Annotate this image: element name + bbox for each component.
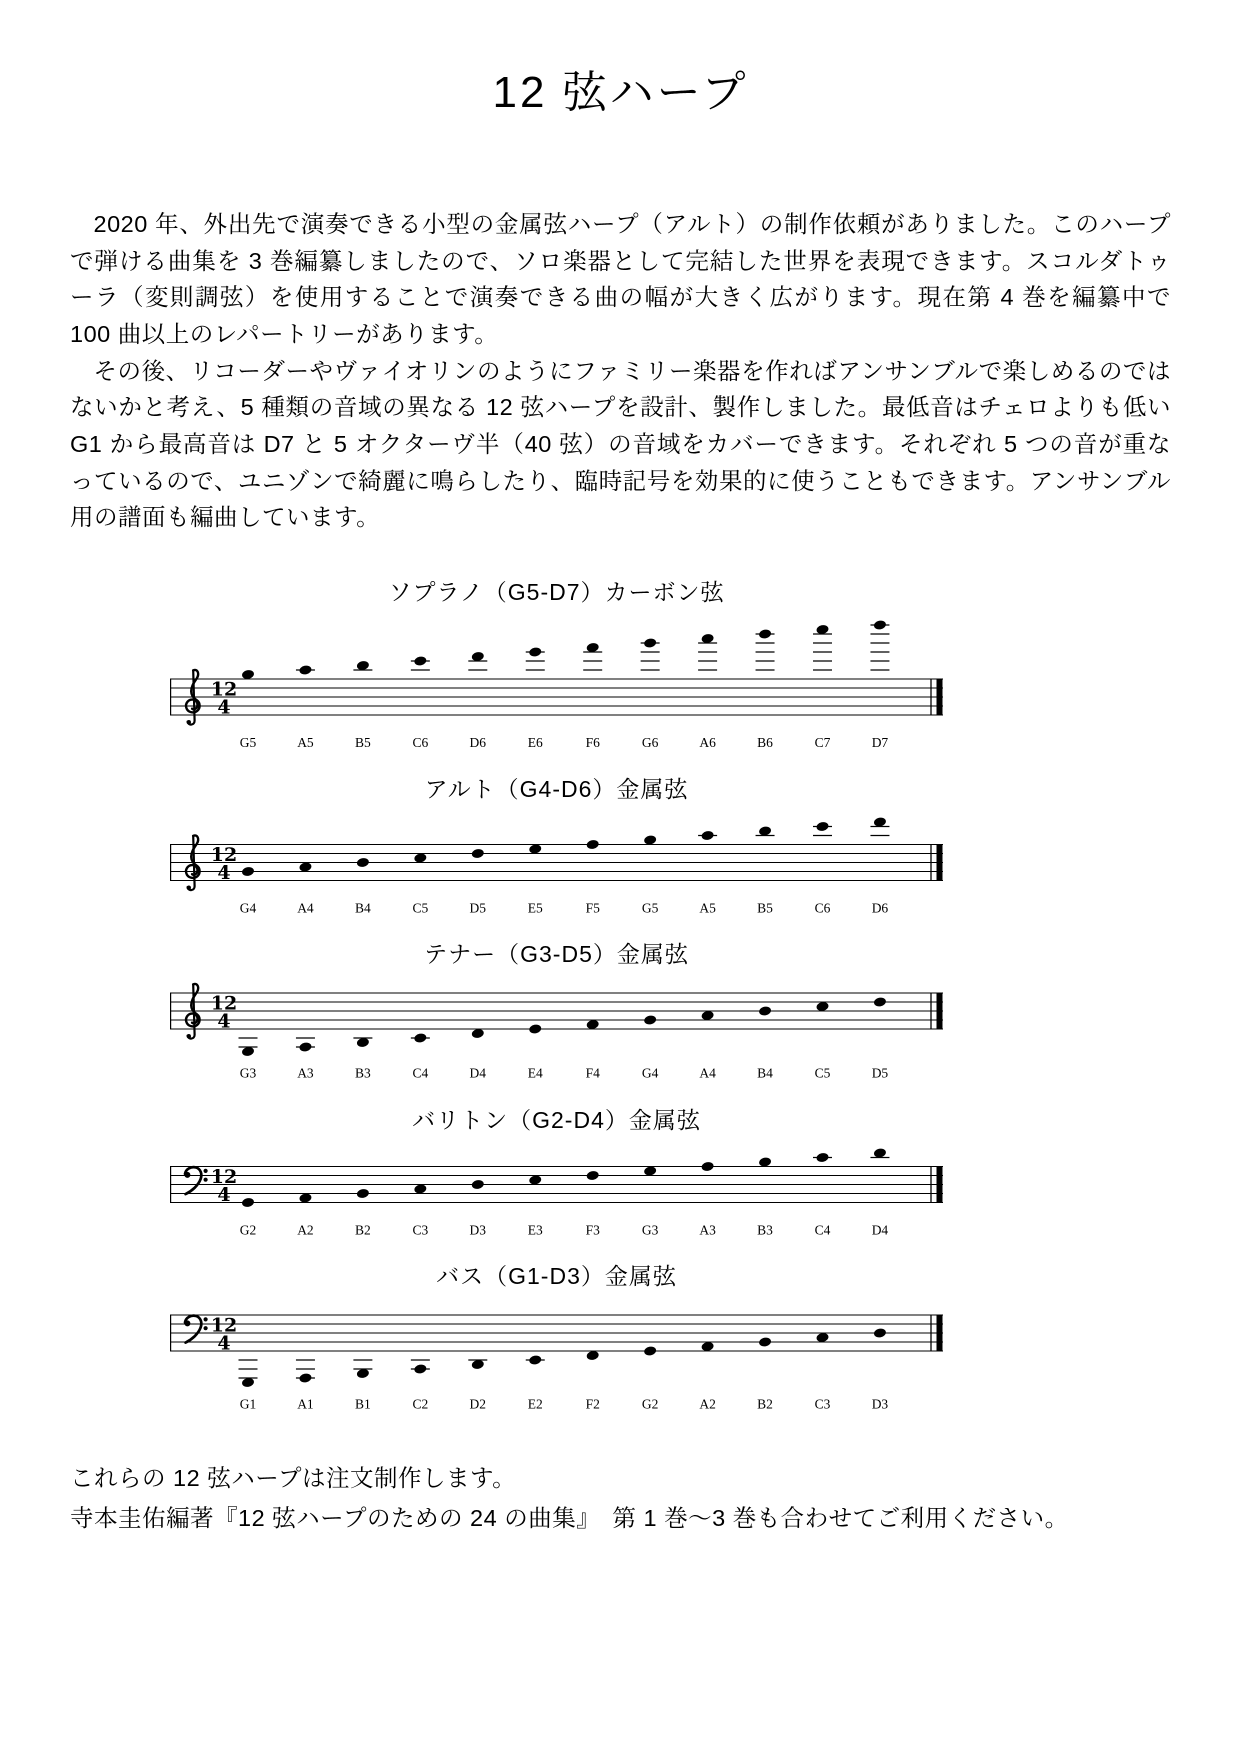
note-label: G2 (641, 1396, 659, 1412)
note-head (414, 1033, 428, 1044)
note-head (758, 628, 772, 639)
note-label: A4 (297, 900, 314, 916)
staff-title-alto: アルト（G4-D6）金属弦 (424, 775, 689, 802)
note-head (471, 848, 485, 859)
staff-title-tenor: テナー（G3-D5）金属弦 (424, 941, 689, 968)
staff-notation (170, 1143, 943, 1243)
note-label: C3 (814, 1396, 831, 1412)
note-head (356, 1188, 370, 1199)
note-label: B4 (355, 900, 371, 916)
footer-block (70, 1459, 1171, 1539)
note-label: D5 (469, 900, 487, 916)
note-head (758, 1156, 772, 1167)
time-signature (211, 993, 237, 1033)
note-label: C4 (814, 1222, 831, 1238)
note-head (299, 861, 313, 872)
note-head (471, 1028, 485, 1039)
note-label: B1 (355, 1396, 371, 1412)
staff-notation (170, 812, 943, 921)
time-signature-bottom: 4 (217, 861, 231, 884)
note-label: A3 (699, 1222, 716, 1238)
staff-section-soprano (70, 574, 1171, 755)
note-head (701, 1161, 715, 1172)
note-label: E4 (527, 1065, 543, 1081)
note-head (299, 1042, 313, 1053)
staff-section-baritone (70, 1102, 1171, 1243)
note-head (586, 1019, 600, 1030)
note-head (414, 1183, 428, 1194)
footer-book-note: 寺本圭佑編著『12 弦ハープのための 24 の曲集』 第 1 巻～3 巻も合わせてご利用ください。 (70, 1504, 1069, 1531)
note-head (356, 1037, 370, 1048)
note-head (241, 669, 255, 680)
note-head (873, 619, 887, 630)
note-label: F3 (585, 1222, 600, 1238)
staff-notation (170, 615, 943, 755)
note-head (356, 857, 370, 868)
page-title: 12 弦ハープ (492, 68, 749, 117)
note-head (299, 664, 313, 675)
staff-lines (170, 1166, 943, 1202)
note-head (873, 997, 887, 1008)
note-label: C7 (814, 734, 831, 750)
time-signature (211, 678, 237, 718)
note-label: G3 (641, 1222, 659, 1238)
note-label: A5 (297, 734, 314, 750)
note-label: E2 (527, 1396, 543, 1412)
staff-section-list (70, 574, 1171, 1417)
note-label: C5 (412, 900, 429, 916)
note-label: F4 (585, 1065, 600, 1081)
note-head (816, 624, 830, 635)
note-label: D4 (871, 1222, 889, 1238)
note-label: A4 (699, 1065, 716, 1081)
staff-section-bass (70, 1258, 1171, 1417)
note-head (701, 1341, 715, 1352)
note-head (241, 1377, 255, 1388)
note-label: E3 (527, 1222, 543, 1238)
note-label: E6 (527, 734, 543, 750)
staff-lines (170, 844, 943, 880)
note-label: B2 (355, 1222, 371, 1238)
note-head (299, 1192, 313, 1203)
note-label: C6 (814, 900, 831, 916)
note-label: F2 (585, 1396, 600, 1412)
note-head (471, 1359, 485, 1370)
note-label: G6 (641, 734, 659, 750)
note-label: B5 (355, 734, 371, 750)
note-label: C6 (412, 734, 429, 750)
note-head (816, 821, 830, 832)
note-head (873, 1147, 887, 1158)
staff-title-bass: バス（G1-D3）金属弦 (436, 1263, 677, 1290)
note-label: B2 (757, 1396, 773, 1412)
staff-lines (170, 679, 943, 715)
staff-title-baritone: バリトン（G2-D4）金属弦 (412, 1106, 701, 1133)
note-label: G3 (239, 1065, 257, 1081)
note-label: A1 (297, 1396, 314, 1412)
note-head (241, 1197, 255, 1208)
note-head (471, 1179, 485, 1190)
note-label: D3 (469, 1222, 487, 1238)
intro-paragraph-2: その後、リコーダーやヴァイオリンのようにファミリー楽器を作ればアンサンブルで楽しめるのではないかと考え、5 種類の音域の異なる 12 弦ハープを設計、製作しました。最低音はチェロよりも低い G1 から最高音は D7 と 5 オクターヴ半（40 弦）の音域をカバーできます。それぞれ 5 つの音が重なっているので、ユニゾンで綺麗に鳴らしたり、臨時記号を効果的に使うこともできます。アンサンブル用の譜面も編曲しています。 (70, 357, 1171, 531)
note-head (414, 1364, 428, 1375)
note-head (528, 1024, 542, 1035)
note-head (758, 825, 772, 836)
note-label: B3 (757, 1222, 773, 1238)
footer-order-note: これらの 12 弦ハープは注文制作します。 (70, 1464, 517, 1491)
note-label: A6 (699, 734, 716, 750)
note-label: B5 (757, 900, 773, 916)
note-head (758, 1006, 772, 1017)
note-head (816, 1152, 830, 1163)
note-label: D2 (469, 1396, 487, 1412)
note-head (586, 642, 600, 653)
note-label: E5 (527, 900, 543, 916)
time-signature-bottom: 4 (217, 1332, 231, 1355)
note-head (816, 1001, 830, 1012)
note-label: D7 (871, 734, 889, 750)
time-signature (211, 844, 237, 884)
note-head (643, 637, 657, 648)
note-head (701, 1010, 715, 1021)
time-signature-top: 12 (210, 678, 238, 701)
note-label: G4 (641, 1065, 659, 1081)
time-signature-top: 12 (210, 843, 238, 866)
note-label: G4 (239, 900, 257, 916)
note-head (356, 1368, 370, 1379)
staff-title-soprano: ソプラノ（G5-D7）カーボン弦 (388, 578, 725, 605)
note-head (643, 1346, 657, 1357)
time-signature-top: 12 (210, 1314, 238, 1337)
note-label: D3 (871, 1396, 889, 1412)
time-signature-top: 12 (210, 992, 238, 1015)
note-label: C2 (412, 1396, 429, 1412)
note-label: F5 (585, 900, 600, 916)
time-signature-top: 12 (210, 1165, 238, 1188)
note-head (528, 843, 542, 854)
time-signature (211, 1315, 237, 1355)
note-label: B4 (757, 1065, 773, 1081)
note-head (356, 660, 370, 671)
note-label: D4 (469, 1065, 487, 1081)
time-signature-bottom: 4 (217, 696, 231, 719)
intro-paragraph-1: 2020 年、外出先で演奏できる小型の金属弦ハープ（アルト）の制作依頼がありました。このハープで弾ける曲集を 3 巻編纂しましたので、ソロ楽器として完結した世界を表現できます。スコルダトゥーラ（変則調弦）を使用することで演奏できる曲の幅が大きく広がります。現在第 4 巻を編纂中で 100 曲以上のレパートリーがあります。 (70, 211, 1171, 347)
note-label: B3 (355, 1065, 371, 1081)
note-label: A2 (699, 1396, 716, 1412)
note-head (873, 1328, 887, 1339)
note-label: G2 (239, 1222, 257, 1238)
note-label: G1 (239, 1396, 257, 1412)
staff-lines (170, 993, 943, 1029)
note-head (241, 1046, 255, 1057)
note-head (586, 1350, 600, 1361)
staff-notation (170, 1299, 943, 1417)
note-label: F6 (585, 734, 600, 750)
note-head (643, 834, 657, 845)
note-head (471, 651, 485, 662)
note-head (528, 646, 542, 657)
staff-section-alto (70, 771, 1171, 921)
bass-clef-icon (184, 1167, 207, 1194)
note-label: C4 (412, 1065, 429, 1081)
note-head (528, 1355, 542, 1366)
note-label: A3 (297, 1065, 314, 1081)
note-head (816, 1332, 830, 1343)
note-label: C3 (412, 1222, 429, 1238)
note-label: A2 (297, 1222, 314, 1238)
note-label: D5 (871, 1065, 889, 1081)
note-head (701, 830, 715, 841)
note-head (758, 1337, 772, 1348)
note-head (586, 839, 600, 850)
note-head (701, 633, 715, 644)
note-label: G5 (641, 900, 659, 916)
note-label: G5 (239, 734, 257, 750)
note-label: C5 (814, 1065, 831, 1081)
time-signature (211, 1166, 237, 1206)
note-head (643, 1165, 657, 1176)
note-label: A5 (699, 900, 716, 916)
note-head (586, 1170, 600, 1181)
note-head (643, 1015, 657, 1026)
note-head (241, 866, 255, 877)
time-signature-bottom: 4 (217, 1010, 231, 1033)
bass-clef-icon (184, 1316, 207, 1343)
staff-notation (170, 977, 943, 1086)
note-head (414, 852, 428, 863)
note-label: D6 (871, 900, 889, 916)
time-signature-bottom: 4 (217, 1183, 231, 1206)
staff-section-tenor (70, 936, 1171, 1086)
staff-lines (170, 1315, 943, 1351)
note-head (528, 1174, 542, 1185)
note-head (873, 816, 887, 827)
note-head (299, 1373, 313, 1384)
note-head (414, 655, 428, 666)
note-label: D6 (469, 734, 487, 750)
note-label: B6 (757, 734, 773, 750)
